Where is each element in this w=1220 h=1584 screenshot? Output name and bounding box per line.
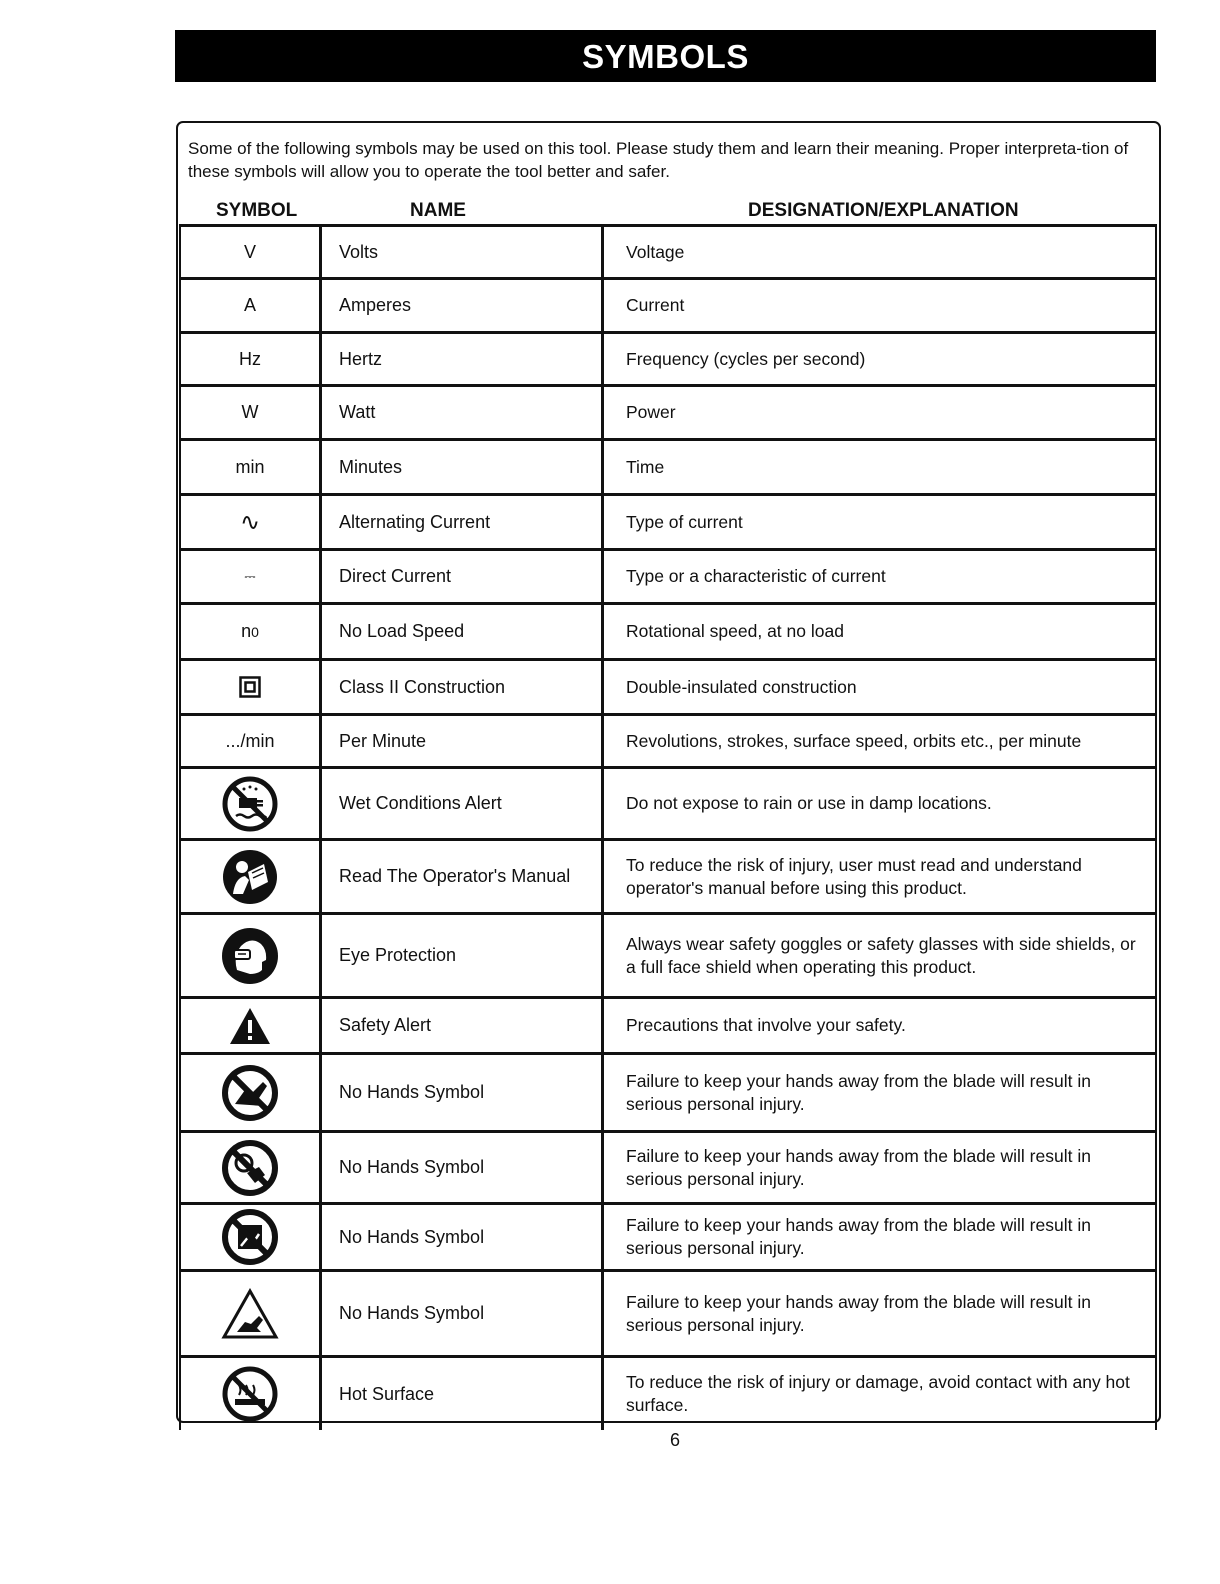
designation-cell: Failure to keep your hands away from the blade will result in serious personal injury.: [604, 1272, 1157, 1355]
page-title: SYMBOLS: [175, 30, 1156, 82]
name-cell: No Hands Symbol: [322, 1272, 604, 1355]
table-row: [179, 1205, 1157, 1272]
symbol-cell: ⎓: [179, 551, 322, 602]
table-row: [179, 769, 1157, 841]
symbol-cell: min: [179, 441, 322, 493]
designation-cell: Precautions that involve your safety.: [604, 999, 1157, 1052]
symbol-cell: [179, 1272, 322, 1355]
designation-cell: Type of current: [604, 496, 1157, 548]
table-row: [179, 716, 1157, 769]
page-number: 6: [669, 1430, 680, 1450]
intro-text: Some of the following symbols may be used on this tool. Please study them and learn their meaning. Proper interpreta-tion of these symbols will allow you to operate the tool better and safer.: [188, 139, 1129, 181]
designation-cell: Frequency (cycles per second): [604, 334, 1157, 384]
name-cell: Watt: [322, 387, 604, 438]
symbol-cell: A: [179, 280, 322, 331]
symbol-cell: [179, 1055, 322, 1130]
designation-cell: Revolutions, strokes, surface speed, orbits etc., per minute: [604, 716, 1157, 766]
symbol-cell: [179, 841, 322, 912]
header-designation: DESIGNATION/EXPLANATION: [748, 200, 1019, 221]
table-row: [179, 551, 1157, 605]
symbol-cell: [179, 769, 322, 838]
name-cell: Eye Protection: [322, 915, 604, 996]
read-manual-icon: [221, 848, 279, 906]
designation-cell: Do not expose to rain or use in damp locations.: [604, 769, 1157, 838]
symbol-subscript: 0: [251, 623, 259, 640]
designation-cell: Failure to keep your hands away from the blade will result in serious personal injury.: [604, 1055, 1157, 1130]
symbol-cell: [179, 999, 322, 1052]
name-cell: Minutes: [322, 441, 604, 493]
designation-cell: Always wear safety goggles or safety glasses with side shields, or a full face shield when operating this product.: [604, 915, 1157, 996]
name-cell: No Load Speed: [322, 605, 604, 658]
name-cell: Read The Operator's Manual: [322, 841, 604, 912]
designation-cell: Type or a characteristic of current: [604, 551, 1157, 602]
table-row: [179, 280, 1157, 334]
designation-cell: To reduce the risk of injury or damage, avoid contact with any hot surface.: [604, 1358, 1157, 1430]
name-cell: Wet Conditions Alert: [322, 769, 604, 838]
table-row: [179, 1055, 1157, 1133]
name-cell: No Hands Symbol: [322, 1205, 604, 1269]
table-row: [179, 915, 1157, 999]
name-cell: Alternating Current: [322, 496, 604, 548]
hot-surface-icon: [221, 1365, 279, 1423]
no-hands-icon: [221, 1064, 279, 1122]
no-hands-warning-triangle-icon: [221, 1288, 279, 1340]
header-symbol: SYMBOL: [216, 200, 298, 221]
symbols-table: [179, 224, 1157, 1423]
name-cell: Hertz: [322, 334, 604, 384]
name-cell: Direct Current: [322, 551, 604, 602]
symbol-cell: W: [179, 387, 322, 438]
designation-cell: Double-insulated construction: [604, 661, 1157, 713]
name-cell: Volts: [322, 227, 604, 277]
designation-cell: To reduce the risk of injury, user must read and understand operator's manual before using this product.: [604, 841, 1157, 912]
table-row: [179, 999, 1157, 1055]
table-row: [179, 1133, 1157, 1205]
symbol-main: n: [241, 621, 252, 641]
symbol-cell: [179, 1205, 322, 1269]
designation-cell: Voltage: [604, 227, 1157, 277]
symbol-cell: ∿: [179, 496, 322, 548]
table-row: [179, 227, 1157, 280]
safety-alert-icon: [228, 1006, 272, 1046]
designation-cell: Failure to keep your hands away from the blade will result in serious personal injury.: [604, 1133, 1157, 1202]
name-cell: No Hands Symbol: [322, 1133, 604, 1202]
table-row: [179, 1358, 1157, 1430]
eye-protection-icon: [220, 926, 280, 986]
table-row: [179, 387, 1157, 441]
designation-cell: Time: [604, 441, 1157, 493]
name-cell: Hot Surface: [322, 1358, 604, 1430]
designation-cell: Current: [604, 280, 1157, 331]
designation-cell: Power: [604, 387, 1157, 438]
symbol-cell: Hz: [179, 334, 322, 384]
name-cell: Safety Alert: [322, 999, 604, 1052]
name-cell: Per Minute: [322, 716, 604, 766]
name-cell: Amperes: [322, 280, 604, 331]
name-cell: No Hands Symbol: [322, 1055, 604, 1130]
symbol-cell: [179, 661, 322, 713]
symbol-cell: [179, 605, 322, 658]
class-ii-construction-icon: [239, 676, 261, 698]
symbol-cell: V: [179, 227, 322, 277]
table-row: [179, 441, 1157, 496]
designation-cell: Failure to keep your hands away from the blade will result in serious personal injury.: [604, 1205, 1157, 1269]
wet-conditions-icon: [222, 776, 278, 832]
table-row: [179, 661, 1157, 716]
symbol-cell: [179, 915, 322, 996]
no-hands-icon: [221, 1139, 279, 1197]
table-row: [179, 841, 1157, 915]
header-name: NAME: [410, 200, 466, 221]
symbol-cell: [179, 1358, 322, 1430]
designation-cell: Rotational speed, at no load: [604, 605, 1157, 658]
name-cell: Class II Construction: [322, 661, 604, 713]
table-row: [179, 605, 1157, 661]
no-hands-icon: [221, 1208, 279, 1266]
symbol-cell: [179, 1133, 322, 1202]
table-row: [179, 334, 1157, 387]
table-row: [179, 1272, 1157, 1358]
table-row: [179, 496, 1157, 551]
symbol-cell: .../min: [179, 716, 322, 766]
